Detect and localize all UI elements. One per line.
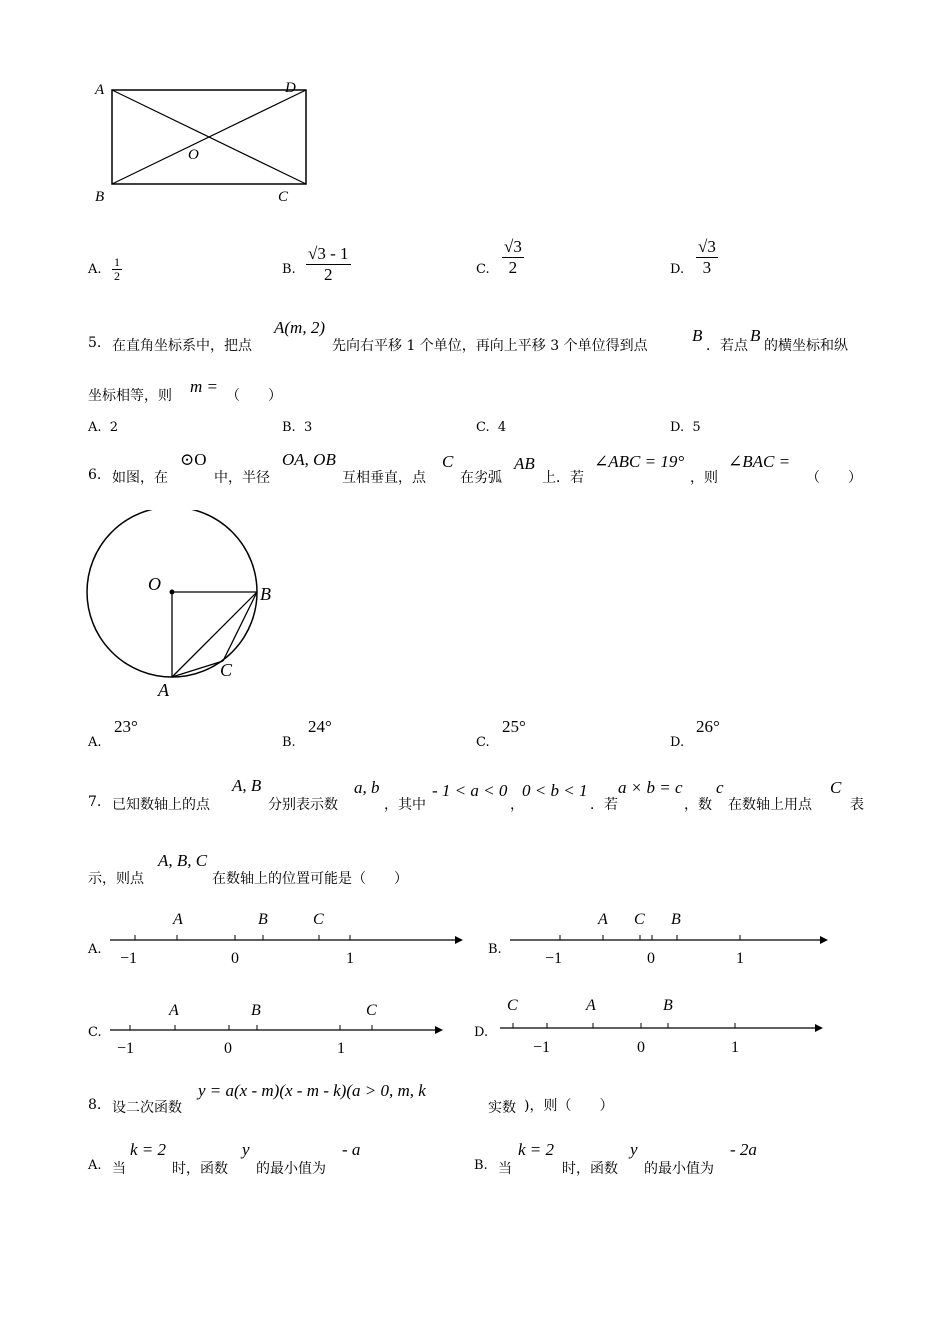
- q8-text-1: 设二次函数: [112, 1100, 182, 1116]
- q7-point-c: C: [830, 778, 842, 797]
- tick-1: 1: [731, 1039, 739, 1056]
- q8-option-b-value: - 2a: [730, 1140, 757, 1159]
- q8-option-b-label: B.: [474, 1158, 488, 1173]
- q6-text-5: 上．若: [542, 470, 584, 486]
- q8-function: y = a(x - m)(x - m - k)(a > 0, m, k: [198, 1081, 426, 1100]
- q6-circle-o: ⊙O: [180, 450, 207, 469]
- q6-angle-abc: ∠ABC = 19°: [594, 452, 685, 471]
- q4-option-c-label: C.: [476, 262, 490, 277]
- rect-label-A: A: [95, 82, 105, 98]
- q6-option-c-value: 25°: [502, 717, 526, 736]
- q7-number-line-b: [505, 905, 835, 970]
- q4-option-a-value: $\frac{1}{2}$: [114, 255, 120, 283]
- q7-text-1: 已知数轴上的点: [112, 797, 210, 813]
- q8-option-b-cond: k = 2: [518, 1140, 555, 1159]
- circle-label-C: C: [220, 660, 233, 680]
- q5-text-2: 先向右平移 1 个单位，再向上平移 3 个单位得到点: [332, 338, 648, 354]
- point-label: A: [173, 911, 183, 928]
- q8-option-a-label: A.: [88, 1158, 102, 1173]
- point-label: B: [251, 1002, 261, 1019]
- q7-points-ab: A, B: [232, 776, 262, 795]
- q4-option-c-value: $\frac{√3}{2}$: [504, 237, 522, 277]
- rect-label-O: O: [188, 147, 199, 163]
- q8-option-b-t2: 时，函数: [562, 1161, 618, 1177]
- circle-label-B: B: [260, 584, 271, 604]
- q6-text-3: 互相垂直，点: [342, 470, 426, 486]
- q6-option-d-value: 26°: [696, 717, 720, 736]
- q6-angle-bac: ∠BAC =: [728, 452, 791, 471]
- q7-text-line2b: 在数轴上的位置可能是（ ）: [212, 871, 408, 887]
- q5-point-b-2: B: [750, 326, 761, 345]
- q4-option-d-label: D.: [670, 262, 685, 277]
- q5-point-b: B: [692, 326, 703, 345]
- q7-option-c-label: C.: [88, 1025, 102, 1040]
- q6-number: 6.: [88, 467, 102, 483]
- q5-text-line2: 坐标相等，则: [88, 388, 172, 404]
- q5-option-a: A. 2: [88, 420, 119, 435]
- q5-point-a: A(m, 2): [274, 318, 325, 337]
- q6-option-c-label: C.: [476, 735, 490, 750]
- q8-option-b-t1: 当: [498, 1161, 512, 1177]
- q7-numbers-ab: a, b: [354, 778, 380, 797]
- tick-minus-1: −1: [533, 1039, 551, 1056]
- q5-number: 5.: [88, 335, 102, 351]
- q8-text-2: 实数: [488, 1100, 516, 1116]
- q7-option-b-label: B.: [488, 942, 502, 957]
- q8-option-a-value: - a: [342, 1140, 361, 1159]
- q4-option-b-value: $\frac{√3 - 1}{2}$: [308, 244, 349, 284]
- point-label: A: [169, 1002, 179, 1019]
- tick-0: 0: [224, 1040, 232, 1057]
- point-label: C: [507, 997, 518, 1014]
- tick-1: 1: [337, 1040, 345, 1057]
- q6-text-4: 在劣弧: [460, 470, 502, 486]
- tick-1: 1: [736, 950, 744, 967]
- rect-label-B: B: [95, 189, 105, 205]
- q5-answer-blank: （ ）: [226, 388, 282, 404]
- q7-points-abc: A, B, C: [158, 851, 208, 870]
- point-label: B: [663, 997, 673, 1014]
- point-label: A: [598, 911, 608, 928]
- q7-text-4: ．若: [590, 797, 618, 813]
- q8-option-a-t3: 的最小值为: [256, 1161, 326, 1177]
- q6-option-b-value: 24°: [308, 717, 332, 736]
- q6-arc-ab: AB: [514, 454, 535, 473]
- q6-point-c: C: [442, 452, 454, 471]
- point-label: B: [258, 911, 268, 928]
- q5-text-3: ．若点: [706, 338, 748, 354]
- point-label: C: [366, 1002, 377, 1019]
- circle-label-O: O: [148, 574, 161, 594]
- q7-number-line-d: [495, 990, 835, 1060]
- q7-option-a-label: A.: [88, 942, 102, 957]
- q7-separator: ，: [510, 797, 524, 813]
- q6-option-a-label: A.: [88, 735, 102, 750]
- q7-text-7: 表: [850, 797, 864, 813]
- tick-1: 1: [346, 950, 354, 967]
- q8-number: 8.: [88, 1097, 102, 1113]
- q7-product: a × b = c: [618, 778, 683, 797]
- q5-option-b: B. 3: [282, 420, 313, 435]
- q7-var-c: c: [716, 778, 724, 797]
- q6-option-b-label: B.: [282, 735, 296, 750]
- q8-option-a-y: y: [242, 1140, 250, 1159]
- q4-option-a-label: A.: [88, 262, 102, 277]
- q5-option-d: D. 5: [670, 420, 701, 435]
- q7-option-d-label: D.: [474, 1025, 489, 1040]
- circle-figure: [80, 510, 280, 705]
- q8-option-b-y: y: [630, 1140, 638, 1159]
- q6-option-d-label: D.: [670, 735, 685, 750]
- q6-answer-blank: （ ）: [806, 470, 862, 486]
- q7-text-2: 分别表示数: [268, 797, 338, 813]
- q5-variable-m: m =: [190, 377, 218, 396]
- q5-text-4: 的横坐标和纵: [764, 338, 848, 354]
- point-label: A: [586, 997, 596, 1014]
- q8-option-a-cond: k = 2: [130, 1140, 167, 1159]
- tick-minus-1: −1: [120, 950, 138, 967]
- q7-condition-b: 0 < b < 1: [522, 781, 588, 800]
- q4-option-d-value: $\frac{√3}{3}$: [698, 237, 716, 277]
- rectangle-figure: [85, 75, 315, 210]
- q4-option-b-label: B.: [282, 262, 296, 277]
- tick-0: 0: [637, 1039, 645, 1056]
- tick-minus-1: −1: [117, 1040, 135, 1057]
- q7-number-line-c: [105, 995, 450, 1060]
- q8-option-a-t1: 当: [112, 1161, 126, 1177]
- q7-condition-a: - 1 < a < 0: [432, 781, 508, 800]
- q7-number-line-a: [105, 905, 465, 970]
- q5-text-1: 在直角坐标系中，把点: [112, 338, 252, 354]
- q7-text-6: 在数轴上用点: [728, 797, 812, 813]
- circle-label-A: A: [158, 680, 169, 700]
- rect-label-D: D: [285, 80, 296, 96]
- point-label: C: [634, 911, 645, 928]
- q8-text-3: )，则（ ）: [524, 1098, 614, 1114]
- q6-text-1: 如图，在: [112, 470, 168, 486]
- q7-number: 7.: [88, 794, 102, 810]
- tick-0: 0: [231, 950, 239, 967]
- q8-option-b-t3: 的最小值为: [644, 1161, 714, 1177]
- q8-option-a-t2: 时，函数: [172, 1161, 228, 1177]
- q7-text-3: ，其中: [384, 797, 426, 813]
- q7-text-line2: 示，则点: [88, 871, 144, 887]
- q7-text-5: ，数: [684, 797, 712, 813]
- rect-label-C: C: [278, 189, 289, 205]
- q6-radii: OA, OB: [282, 450, 336, 469]
- q6-text-2: 中，半径: [214, 470, 270, 486]
- q6-text-6: ，则: [690, 470, 718, 486]
- q5-option-c: C. 4: [476, 420, 507, 435]
- tick-minus-1: −1: [545, 950, 563, 967]
- point-label: B: [671, 911, 681, 928]
- q6-option-a-value: 23°: [114, 717, 138, 736]
- tick-0: 0: [647, 950, 655, 967]
- point-label: C: [313, 911, 324, 928]
